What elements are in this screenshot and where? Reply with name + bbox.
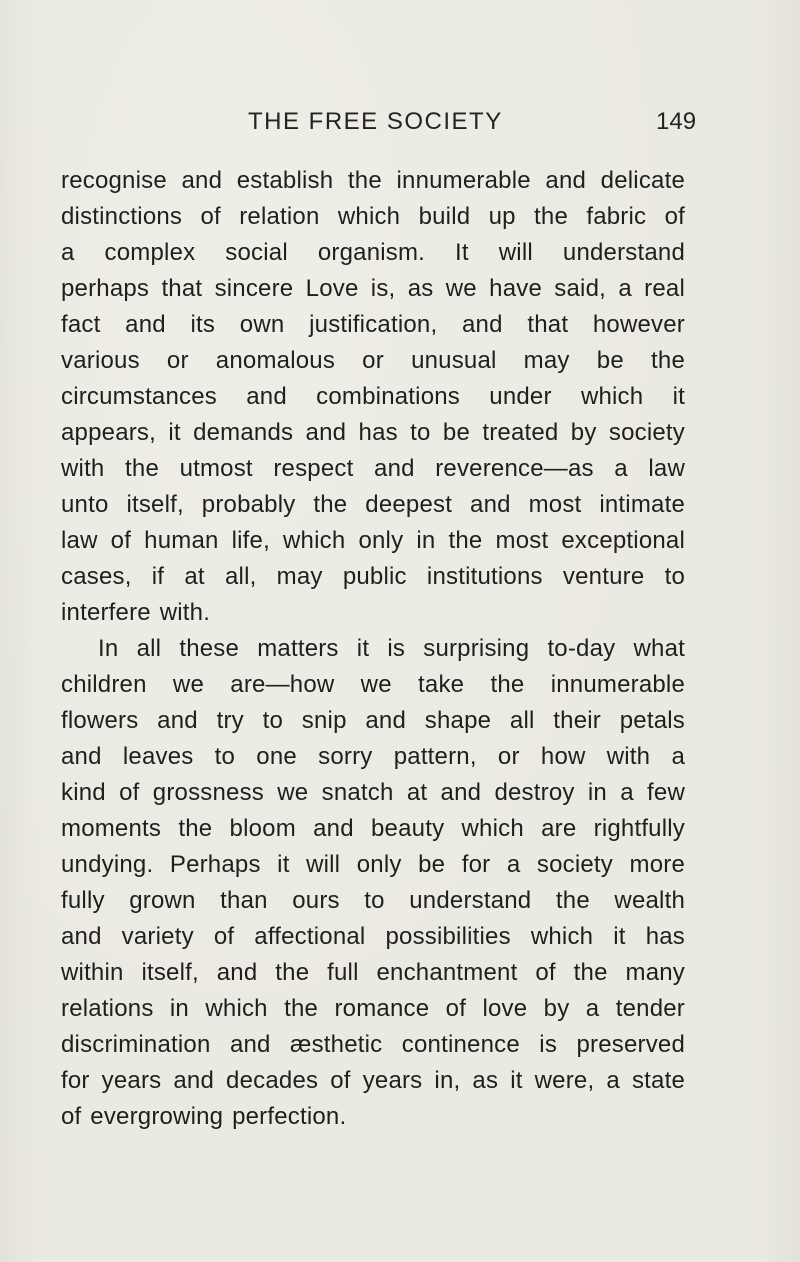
- text-line: and leaves to one sorry pattern, or how with a: [61, 743, 685, 770]
- text-line: moments the bloom and beauty which are rightfully: [61, 815, 685, 842]
- text-line: undying. Perhaps it will only be for a society more: [61, 851, 685, 878]
- text-line: kind of grossness we snatch at and destroy in a few: [61, 779, 685, 806]
- text-line: and variety of affectional possibilities which it has: [61, 923, 685, 950]
- text-line: relations in which the romance of love by a tender: [61, 995, 685, 1022]
- running-head: THE FREE SOCIETY: [248, 108, 503, 135]
- text-line: appears, it demands and has to be treated by society: [61, 419, 685, 446]
- text-line: for years and decades of years in, as it were, a state: [61, 1067, 685, 1094]
- text-line: cases, if at all, may public institutions venture to: [61, 563, 685, 590]
- page-header: [0, 108, 800, 144]
- text-line: distinctions of relation which build up the fabric of: [61, 203, 685, 230]
- page-number: 149: [656, 108, 697, 135]
- text-line: recognise and establish the innumerable and delicate: [61, 167, 685, 194]
- text-line: a complex social organism. It will understand: [61, 239, 685, 266]
- text-line: flowers and try to snip and shape all their petals: [61, 707, 685, 734]
- text-line: fact and its own justification, and that however: [61, 311, 685, 338]
- text-line: fully grown than ours to understand the wealth: [61, 887, 685, 914]
- text-line: children we are—how we take the innumerable: [61, 671, 685, 698]
- text-line: perhaps that sincere Love is, as we have said, a real: [61, 275, 685, 302]
- text-line: In all these matters it is surprising to-day what: [98, 635, 685, 662]
- text-line: law of human life, which only in the most exceptional: [61, 527, 685, 554]
- text-line: within itself, and the full enchantment of the many: [61, 959, 685, 986]
- text-line: circumstances and combinations under which it: [61, 383, 685, 410]
- text-line: discrimination and æsthetic continence is preserved: [61, 1031, 685, 1058]
- text-line: with the utmost respect and reverence—as a law: [61, 455, 685, 482]
- text-line: interfere with.: [61, 599, 211, 626]
- text-line: of evergrowing perfection.: [61, 1103, 347, 1130]
- text-line: various or anomalous or unusual may be the: [61, 347, 685, 374]
- text-line: unto itself, probably the deepest and most intimate: [61, 491, 685, 518]
